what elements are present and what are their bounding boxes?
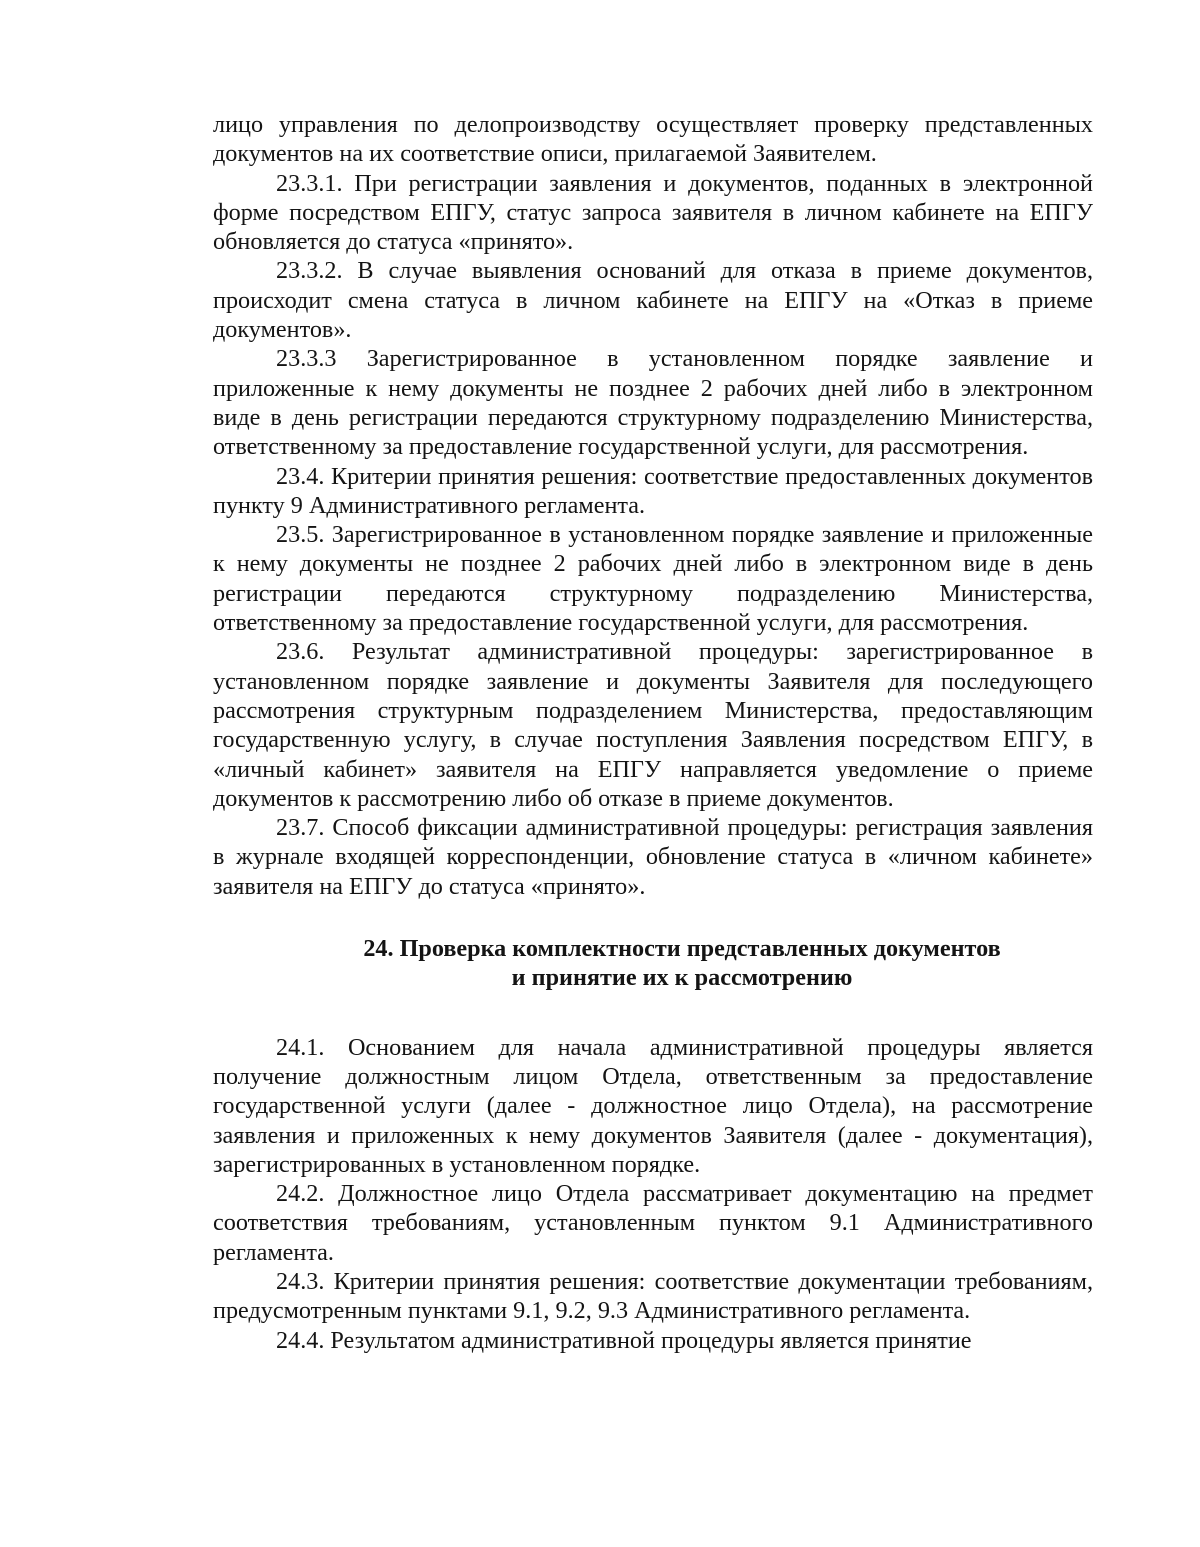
paragraph-24-3: 24.3. Критерии принятия решения: соответствие документации требованиям, предусмотренным пунктами 9.1, 9.2, 9.3 Административного регламента. xyxy=(213,1267,1093,1325)
paragraph-24-4: 24.4. Результатом административной процедуры является принятие xyxy=(276,1326,972,1354)
document-page xyxy=(213,110,1093,1355)
paragraph-continuation: лицо управления по делопроизводству осуществляет проверку представленных документов на их соответствие описи, прилагаемой Заявителем. xyxy=(213,111,1093,168)
section-heading-24 xyxy=(213,934,1093,993)
spacer xyxy=(213,901,1093,934)
paragraph-23-4: 23.4. Критерии принятия решения: соответствие предоставленных документов пункту 9 Административного регламента. xyxy=(213,462,1093,519)
section-heading-line-1: 24. Проверка комплектности представленных документов xyxy=(363,935,1001,963)
paragraph-24-2: 24.2. Должностное лицо Отдела рассматривает документацию на предмет соответствия требованиям, установленным пунктом 9.1 Административного регламента. xyxy=(213,1180,1093,1266)
paragraph-24-1: 24.1. Основанием для начала административной процедуры является получение должностным лицом Отдела, ответственным за предоставление государственной услуги (далее - должностное лицо Отдела), на рассмотрение заявления и приложенных к нему документов Заявителя (далее - документация), зарегистрированных в установленном порядке. xyxy=(213,1033,1093,1178)
section-heading-line-2: и принятие их к рассмотрению xyxy=(511,964,853,992)
paragraph-23-7: 23.7. Способ фиксации административной процедуры: регистрация заявления в журнале входящей корреспонденции, обновление статуса в «личном кабинете» заявителя на ЕПГУ до статуса «принято». xyxy=(213,814,1093,900)
paragraph-23-5: 23.5. Зарегистрированное в установленном порядке заявление и приложенные к нему документы не позднее 2 рабочих дней либо в электронном виде в день регистрации передаются структурному подразделению Министерства, ответственному за предоставление государственной услуги, для рассмотрения. xyxy=(213,521,1093,637)
paragraph-23-3-3: 23.3.3 Зарегистрированное в установленном порядке заявление и приложенные к нему документы не позднее 2 рабочих дней либо в электронном виде в день регистрации передаются структурному подразделению Министерства, ответственному за предоставление государственной услуги, для рассмотрения. xyxy=(213,345,1093,461)
paragraph-23-6: 23.6. Результат административной процедуры: зарегистрированное в установленном порядке заявление и документы Заявителя для последующего рассмотрения структурным подразделением Министерства, предоставляющим государственную услугу, в случае поступления Заявления посредством ЕПГУ, в «личный кабинет» заявителя на ЕПГУ направляется уведомление о приеме документов к рассмотрению либо об отказе в приеме документов. xyxy=(213,638,1093,812)
spacer xyxy=(213,993,1093,1033)
paragraph-23-3-2: 23.3.2. В случае выявления оснований для отказа в приеме документов, происходит смена статуса в личном кабинете на ЕПГУ на «Отказ в приеме документов». xyxy=(213,257,1093,344)
paragraph-23-3-1: 23.3.1. При регистрации заявления и документов, поданных в электронной форме посредством ЕПГУ, статус запроса заявителя в личном кабинете на ЕПГУ обновляется до статуса «принято». xyxy=(213,169,1093,256)
